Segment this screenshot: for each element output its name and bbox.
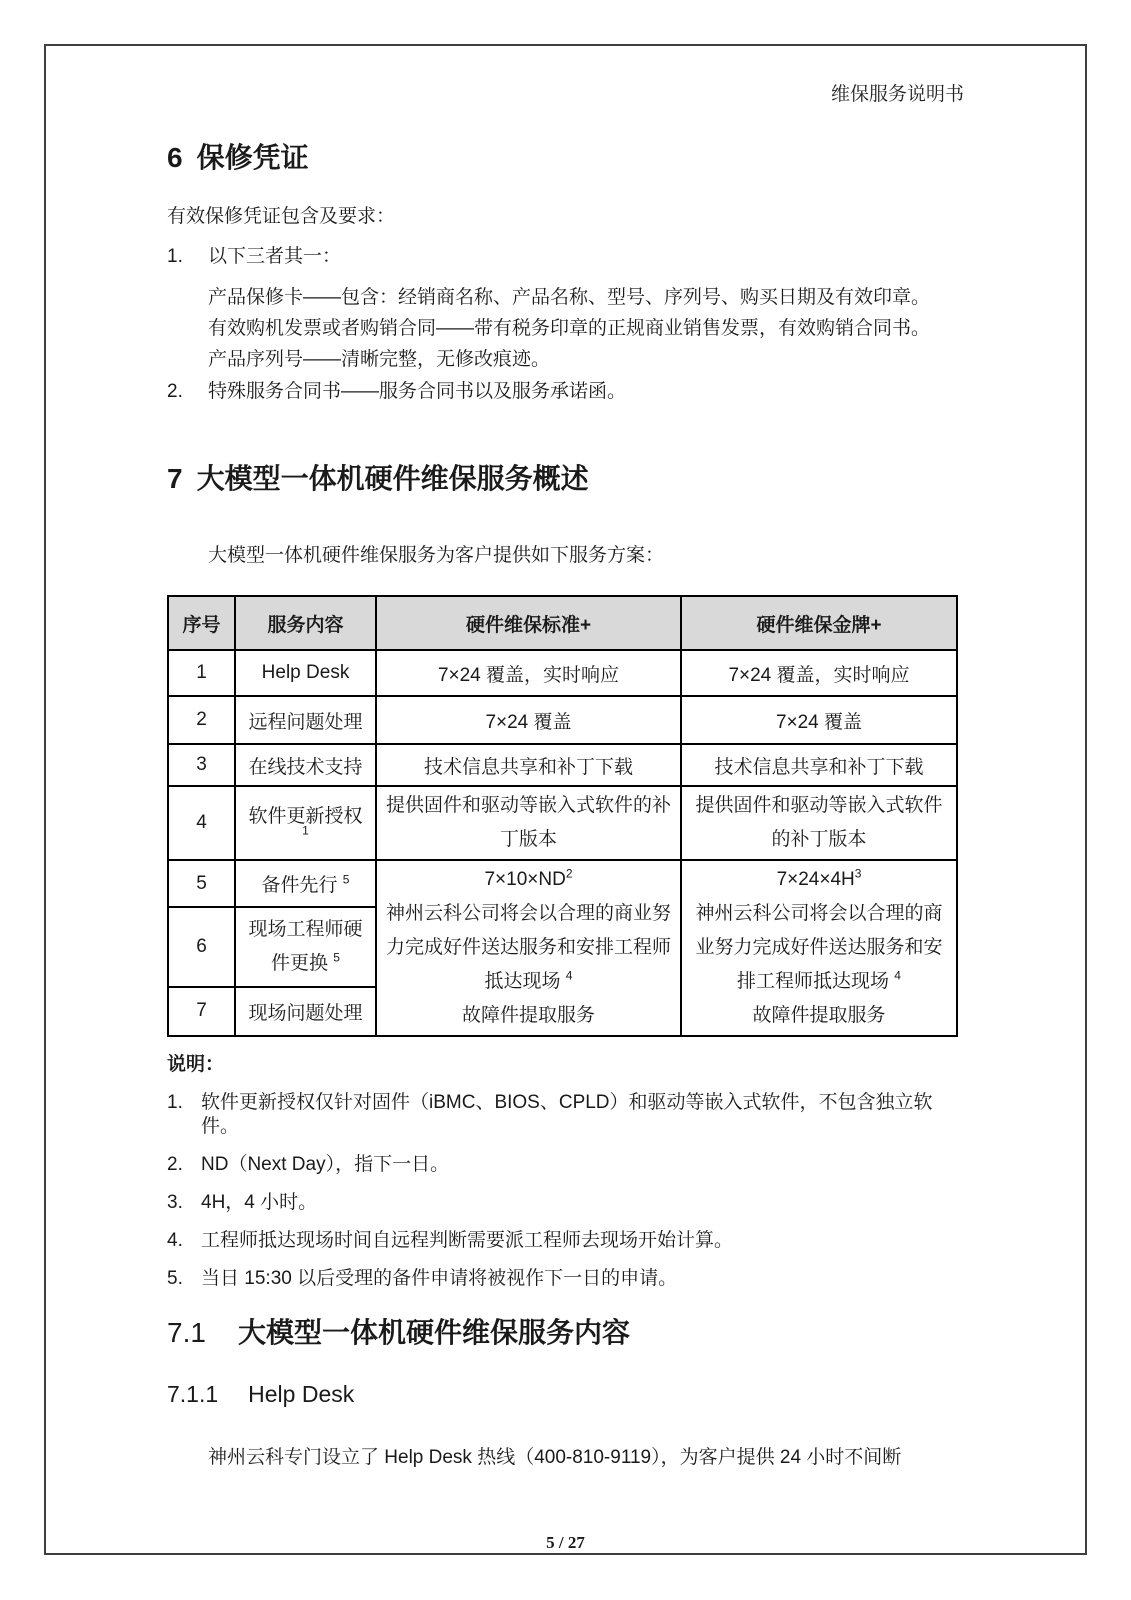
section-6-title: 保修凭证 <box>196 142 309 173</box>
cell-service <box>235 786 376 860</box>
sla-line <box>688 863 950 897</box>
note-item-2 <box>167 1153 964 1177</box>
cell-gold: 7×24 覆盖，实时响应 <box>681 650 957 696</box>
note-text: 软件更新授权仅针对固件（iBMC、BIOS、CPLD）和驱动等嵌入式软件，不包含独立软件。 <box>201 1092 933 1137</box>
list-item-2-text: 特殊服务合同书——服务合同书以及服务承诺函。 <box>208 381 627 402</box>
list-item-1-text: 以下三者其一： <box>208 246 342 267</box>
cell-no: 1 <box>168 650 235 696</box>
cell-no: 2 <box>168 696 235 744</box>
note-item-5 <box>167 1267 964 1291</box>
cell-standard: 提供固件和驱动等嵌入式软件的补丁版本 <box>376 786 681 860</box>
sla-line <box>383 897 674 999</box>
note-item-3 <box>167 1191 964 1215</box>
cell-service <box>235 907 376 986</box>
cell-gold: 提供固件和驱动等嵌入式软件的补丁版本 <box>681 786 957 860</box>
cell-no: 7 <box>168 987 235 1036</box>
detail-line: 有效购机发票或者购销合同——带有税务印章的正规商业销售发票，有效购销合同书。 <box>208 318 931 339</box>
table-row <box>168 744 957 786</box>
footnote-ref: 5 <box>342 872 350 887</box>
footnote-ref: 4 <box>565 968 573 983</box>
table-row <box>168 696 957 744</box>
section-6-heading <box>167 140 964 176</box>
table-header-row <box>168 596 957 650</box>
cell-standard-merged <box>376 860 681 1036</box>
note-text: 4H，4 小时。 <box>201 1192 318 1213</box>
section-7-intro: 大模型一体机硬件维保服务为客户提供如下服务方案： <box>208 545 665 566</box>
note-number: 5. <box>167 1268 183 1289</box>
note-number: 4. <box>167 1230 183 1251</box>
footnote-ref: 3 <box>854 866 862 881</box>
footnote-ref: 5 <box>333 950 340 965</box>
section-7-title: 大模型一体机硬件维保服务概述 <box>196 463 589 494</box>
note-text: 当日 15:30 以后受理的备件申请将被视作下一日的申请。 <box>201 1268 678 1289</box>
service-plan-table <box>167 595 958 1037</box>
section-7-1-1-number: 7.1.1 <box>167 1381 219 1407</box>
cell-standard: 技术信息共享和补丁下载 <box>376 744 681 786</box>
section-7-1-title: 大模型一体机硬件维保服务内容 <box>237 1317 630 1348</box>
sla-text: 神州云科公司将会以合理的商业努力完成好件送达服务和安排工程师抵达现场 <box>695 903 943 992</box>
detail-line: 产品保修卡——包含：经销商名称、产品名称、型号、序列号、购买日期及有效印章。 <box>208 287 931 308</box>
notes-label: 说明： <box>167 1054 225 1075</box>
section-7-heading <box>167 461 964 497</box>
section-7-1-number: 7.1 <box>167 1317 206 1348</box>
detail-line: 产品序列号——清晰完整，无修改痕迹。 <box>208 349 551 370</box>
section-7-1-1-title: Help Desk <box>248 1381 355 1407</box>
list-item-2 <box>167 379 964 405</box>
cell-gold-merged <box>681 860 957 1036</box>
cell-standard: 7×24 覆盖，实时响应 <box>376 650 681 696</box>
cell-service-text: 软件更新授权 <box>248 805 363 827</box>
page-number: 5 / 27 <box>546 1533 585 1552</box>
section-7-number: 7 <box>167 463 183 494</box>
note-number: 1. <box>167 1092 183 1113</box>
col-header-standard: 硬件维保标准+ <box>376 596 681 650</box>
cell-service: 远程问题处理 <box>235 696 376 744</box>
footnote-ref: 2 <box>565 866 573 881</box>
list-item-1-details <box>208 282 964 375</box>
section-7-1-1-heading <box>167 1379 964 1409</box>
cell-gold: 7×24 覆盖 <box>681 696 957 744</box>
cell-service: 在线技术支持 <box>235 744 376 786</box>
section-6-intro: 有效保修凭证包含及要求： <box>167 206 396 227</box>
cell-no: 5 <box>168 860 235 907</box>
col-header-gold: 硬件维保金牌+ <box>681 596 957 650</box>
sla-line: 故障件提取服务 <box>461 1005 595 1026</box>
cell-standard: 7×24 覆盖 <box>376 696 681 744</box>
sla-line: 故障件提取服务 <box>752 1005 886 1026</box>
table-row <box>168 650 957 696</box>
note-number: 2. <box>167 1154 183 1175</box>
note-text: 工程师抵达现场时间自远程判断需要派工程师去现场开始计算。 <box>201 1230 734 1251</box>
cell-service: Help Desk <box>235 650 376 696</box>
list-item-1 <box>167 244 964 270</box>
document-header-title: 维保服务说明书 <box>830 84 964 105</box>
col-header-service: 服务内容 <box>235 596 376 650</box>
sla-line <box>383 863 674 897</box>
cell-no: 6 <box>168 907 235 986</box>
cell-service <box>235 860 376 907</box>
table-row <box>168 860 957 907</box>
helpdesk-paragraph: 神州云科专门设立了 Help Desk 热线（400-810-9119），为客户提供 24 小时不间断 <box>208 1447 902 1468</box>
table-row <box>168 786 957 860</box>
cell-service-text: 备件先行 <box>261 875 338 897</box>
sla-text: 7×24×4H <box>776 869 855 890</box>
cell-service-text: 现场工程师硬件更换 <box>248 918 363 974</box>
sla-line <box>688 897 950 999</box>
cell-no: 3 <box>168 744 235 786</box>
footnote-ref: 4 <box>894 968 901 983</box>
section-6-number: 6 <box>167 142 183 173</box>
list-item-2-number: 2. <box>167 381 183 402</box>
note-item-1 <box>167 1091 964 1139</box>
section-7-1-heading <box>167 1315 964 1351</box>
footnote-ref: 1 <box>302 823 309 838</box>
cell-service: 现场问题处理 <box>235 987 376 1036</box>
note-number: 3. <box>167 1192 183 1213</box>
cell-no: 4 <box>168 786 235 860</box>
sla-text: 神州云科公司将会以合理的商业努力完成好件送达服务和安排工程师抵达现场 <box>385 903 671 992</box>
note-item-4 <box>167 1229 964 1253</box>
note-text: ND（Next Day），指下一日。 <box>201 1154 450 1175</box>
document-content <box>167 0 964 1553</box>
cell-gold: 技术信息共享和补丁下载 <box>681 744 957 786</box>
col-header-index: 序号 <box>168 596 235 650</box>
sla-text: 7×10×ND <box>484 869 566 890</box>
list-item-1-number: 1. <box>167 246 183 267</box>
